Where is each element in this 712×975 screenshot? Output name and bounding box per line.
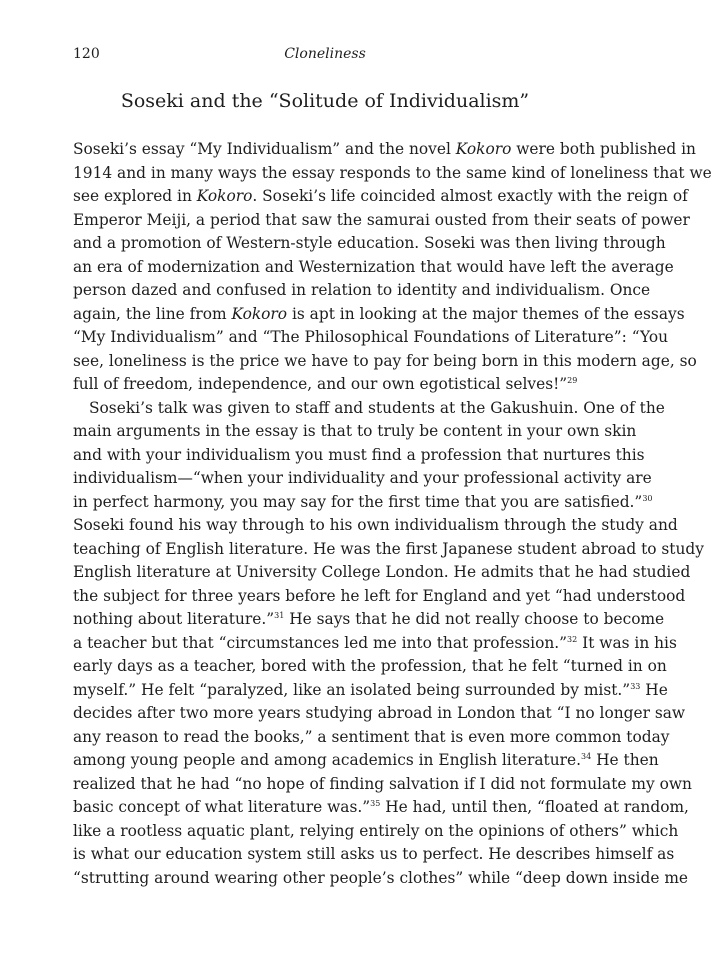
text-segment: is what our education system still asks us to perfect. He describes himself as bbox=[73, 845, 675, 863]
text-line bbox=[73, 561, 691, 585]
text-segment: Soseki’s talk was given to staff and students at the Gakushuin. One of the bbox=[89, 398, 665, 417]
text-segment: among young people and among academics in English literature. bbox=[73, 751, 582, 769]
text-line bbox=[73, 585, 686, 609]
text-segment: early days as a teacher, bored with the profession, that he felt “turned in on bbox=[73, 657, 667, 675]
text-segment: “strutting around wearing other people’s clothes” while “deep down inside me bbox=[73, 868, 689, 887]
text-segment: He had, until then, “floated at random, bbox=[380, 798, 689, 816]
text-segment: in perfect harmony, you may say for the first time that you are satisfied.” bbox=[73, 492, 643, 511]
text-line bbox=[73, 820, 679, 844]
text-segment: and with your individualism you must find a profession that nurtures this bbox=[73, 445, 645, 464]
text-segment: He then bbox=[591, 751, 659, 769]
text-line bbox=[73, 420, 637, 444]
footnote-ref: 35 bbox=[370, 799, 381, 808]
text-line bbox=[73, 279, 651, 303]
text-line bbox=[73, 608, 665, 632]
text-segment: 1914 and in many ways the essay responds to the same kind of loneliness that we bbox=[73, 163, 712, 182]
text-segment: He bbox=[640, 680, 668, 699]
text-line bbox=[73, 256, 674, 280]
footnote-ref: 33 bbox=[630, 681, 641, 691]
text-line bbox=[73, 679, 668, 703]
text-segment: teaching of English literature. He was the first Japanese student abroad to study bbox=[73, 539, 704, 558]
text-line bbox=[73, 632, 677, 656]
text-line bbox=[73, 702, 686, 726]
text-line bbox=[73, 303, 685, 327]
text-line bbox=[73, 232, 666, 256]
italic-title: Kokoro bbox=[196, 187, 253, 205]
text-line bbox=[73, 138, 696, 162]
text-segment: decides after two more years studying abroad in London that “I no longer saw bbox=[73, 704, 686, 722]
text-line bbox=[73, 796, 689, 820]
footnote-ref: 34 bbox=[581, 752, 592, 761]
running-title: Cloneliness bbox=[284, 46, 366, 62]
text-segment: nothing about literature.” bbox=[73, 610, 275, 628]
text-line bbox=[73, 326, 669, 350]
footnote-ref: 30 bbox=[642, 493, 653, 503]
footnote-ref: 29 bbox=[567, 376, 578, 385]
text-segment: . Soseki’s life coincided almost exactly with the reign of bbox=[252, 187, 688, 205]
text-line bbox=[73, 185, 688, 209]
text-line bbox=[73, 397, 665, 421]
text-line bbox=[73, 514, 678, 538]
text-segment: Soseki’s essay “My Individualism” and the novel bbox=[73, 140, 456, 158]
text-line bbox=[73, 655, 667, 679]
text-segment: and a promotion of Western-style education. Soseki was then living through bbox=[73, 234, 666, 252]
text-segment: It was in his bbox=[577, 633, 677, 652]
text-segment: an era of modernization and Westernization that would have left the average bbox=[73, 257, 674, 276]
text-segment: is apt in looking at the major themes of the essays bbox=[287, 304, 685, 323]
text-line bbox=[73, 373, 578, 397]
text-line bbox=[73, 162, 712, 186]
text-segment: see, loneliness is the price we have to pay for being born in this modern age, so bbox=[73, 351, 697, 370]
footnote-ref: 32 bbox=[567, 634, 578, 644]
footnote-ref: 31 bbox=[274, 611, 285, 620]
text-segment: “My Individualism” and “The Philosophical Foundations of Literature”: “You bbox=[73, 328, 669, 346]
text-segment: basic concept of what literature was.” bbox=[73, 798, 371, 816]
text-segment: again, the line from bbox=[73, 304, 232, 323]
body-text bbox=[73, 138, 712, 890]
italic-title: Kokoro bbox=[455, 140, 512, 158]
text-line bbox=[73, 538, 704, 562]
text-segment: English literature at University College London. He admits that he had studied bbox=[73, 563, 691, 581]
text-segment: a teacher but that “circumstances led me into that profession.” bbox=[73, 633, 568, 652]
italic-title: Kokoro bbox=[231, 304, 288, 323]
text-segment: like a rootless aquatic plant, relying entirely on the opinions of others” which bbox=[73, 821, 679, 840]
text-segment: individualism—“when your individuality and your professional activity are bbox=[73, 469, 652, 487]
text-segment: main arguments in the essay is that to truly be content in your own skin bbox=[73, 422, 637, 440]
text-segment: full of freedom, independence, and our own egotistical selves!” bbox=[73, 375, 568, 393]
text-line bbox=[73, 749, 659, 773]
text-line bbox=[73, 843, 675, 867]
text-segment: Emperor Meiji, a period that saw the samurai ousted from their seats of power bbox=[73, 210, 690, 229]
text-line bbox=[73, 467, 652, 491]
text-line bbox=[73, 444, 645, 468]
text-segment: were both published in bbox=[511, 140, 696, 158]
text-line bbox=[73, 773, 692, 797]
text-segment: see explored in bbox=[73, 187, 197, 205]
text-segment: person dazed and confused in relation to identity and individualism. Once bbox=[73, 281, 651, 299]
text-line bbox=[73, 726, 670, 750]
text-segment: realized that he had “no hope of finding salvation if I did not formulate my own bbox=[73, 774, 692, 793]
text-segment: myself.” He felt “paralyzed, like an isolated being surrounded by mist.” bbox=[73, 680, 631, 699]
text-segment: the subject for three years before he left for England and yet “had understood bbox=[73, 586, 686, 605]
text-segment: any reason to read the books,” a sentiment that is even more common today bbox=[73, 727, 670, 746]
text-line bbox=[73, 491, 653, 515]
text-line bbox=[73, 867, 689, 891]
page-number: 120 bbox=[73, 46, 100, 62]
text-line bbox=[73, 209, 690, 233]
text-line bbox=[73, 350, 697, 374]
text-segment: He says that he did not really choose to become bbox=[284, 610, 665, 628]
text-segment: Soseki found his way through to his own individualism through the study and bbox=[73, 516, 678, 534]
section-title: Soseki and the “Solitude of Individualism” bbox=[120, 90, 530, 112]
